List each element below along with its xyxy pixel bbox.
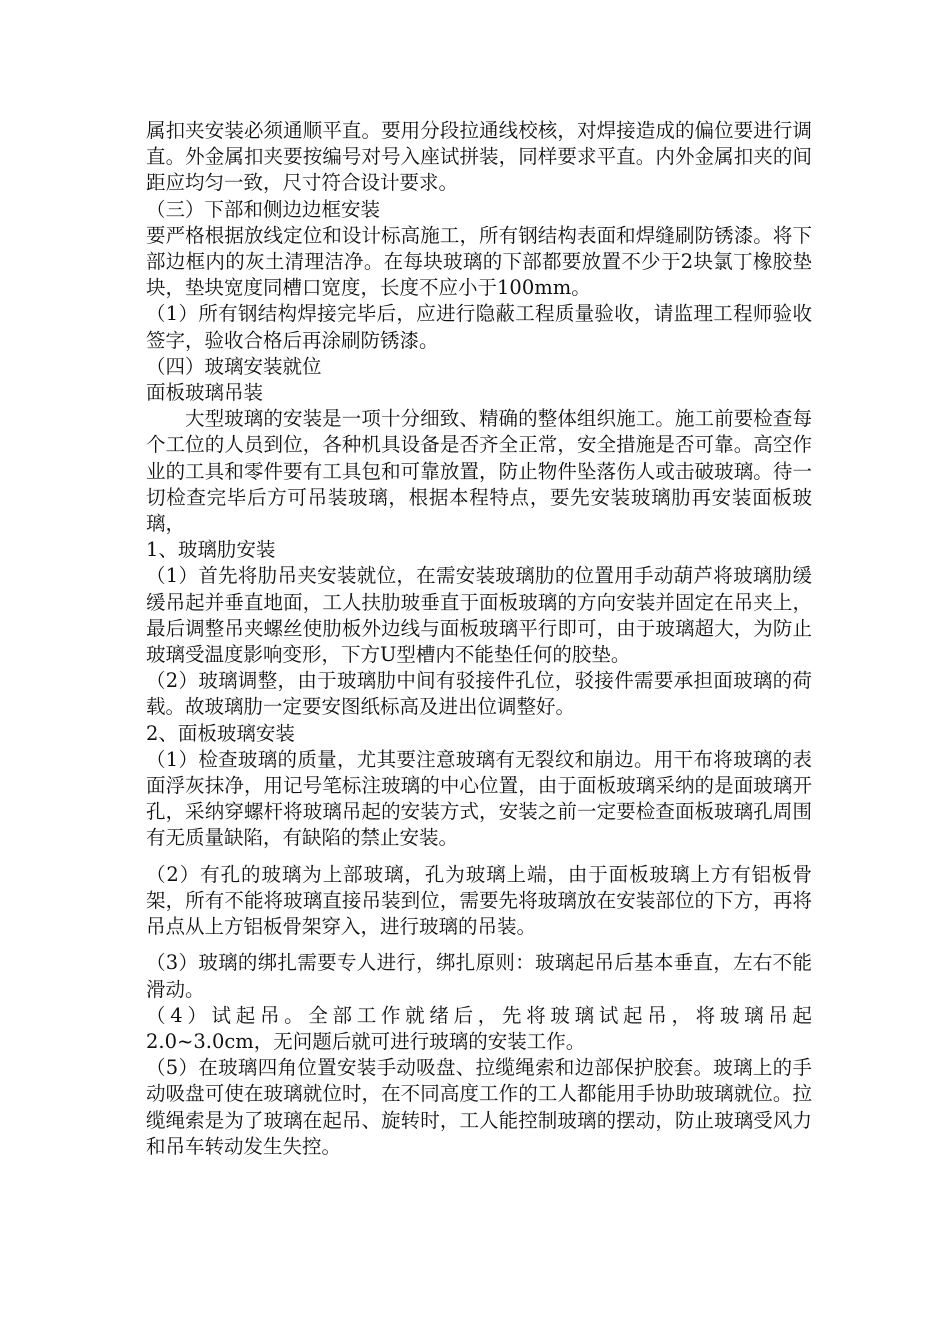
list-item: （4）试起吊。全部工作就绪后，先将玻璃试起吊，将玻璃吊起2.0~3.0cm，无问题后就可进行玻璃的安装工作。 — [146, 1003, 812, 1053]
list-item: （3）玻璃的绑扎需要专人进行，绑扎原则：玻璃起吊后基本垂直，左右不能滑动。 — [146, 951, 812, 1001]
paragraph: 大型玻璃的安装是一项十分细致、精确的整体组织施工。施工前要检查每个工位的人员到位，各种机具设备是否齐全正常，安全措施是否可靠。高空作业的工具和零件要有工具包和可靠放置，防止物件坠落伤人或击破玻璃。待一切检查完毕后方可吊装玻璃，根据本程特点，要先安装玻璃肋再安装面板玻璃， — [146, 407, 812, 536]
paragraph: 要严格根据放线定位和设计标高施工，所有钢结构表面和焊缝刷防锈漆。将下部边框内的灰土清理洁净。在每块玻璃的下部都要放置不少于2块氯丁橡胶垫块，垫块宽度同槽口宽度，长度不应小于100mm。 — [146, 223, 812, 300]
paragraph: 属扣夹安装必须通顺平直。要用分段拉通线校核，对焊接造成的偏位要进行调直。外金属扣夹要按编号对号入座试拼装，同样要求平直。内外金属扣夹的间距应均匀一致，尺寸符合设计要求。 — [146, 119, 812, 195]
list-item: （2）有孔的玻璃为上部玻璃，孔为玻璃上端，由于面板玻璃上方有铝板骨架，所有不能将玻璃直接吊装到位，需要先将玻璃放在安装部位的下方，再将吊点从上方铝板骨架穿入，进行玻璃的吊装。 — [146, 862, 812, 939]
sub-heading: 面板玻璃吊装 — [146, 381, 264, 405]
list-item: （1）所有钢结构焊接完毕后，应进行隐蔽工程质量验收，请监理工程师验收签字，验收合格后再涂刷防锈漆。 — [146, 302, 812, 352]
list-item: （1）首先将肋吊夹安装就位，在需安装玻璃肋的位置用手动葫芦将玻璃肋缓缓吊起并垂直地面，工人扶肋玻垂直于面板玻璃的方向安装并固定在吊夹上，最后调整吊夹螺丝使肋板外边线与面板玻璃平行即可，由于玻璃超大，为防止玻璃受温度影响变形，下方U型槽内不能垫任何的胶垫。 — [146, 564, 812, 667]
list-item: （2）玻璃调整，由于玻璃肋中间有驳接件孔位，驳接件需要承担面玻璃的荷载。故玻璃肋一定要安图纸标高及进出位调整好。 — [146, 669, 812, 719]
section-heading: （三）下部和侧边边框安装 — [146, 197, 381, 221]
sub-heading: 1、玻璃肋安装 — [146, 538, 276, 562]
sub-heading: 2、面板玻璃安装 — [146, 721, 295, 745]
list-item: （5）在玻璃四角位置安装手动吸盘、拉缆绳索和边部保护胶套。玻璃上的手动吸盘可使在玻璃就位时，在不同高度工作的工人都能用手协助玻璃就位。拉缆绳索是为了玻璃在起吊、旋转时，工人能控制玻璃的摆动，防止玻璃受风力和吊车转动发生失控。 — [146, 1056, 812, 1158]
list-item: （1）检查玻璃的质量，尤其要注意玻璃有无裂纹和崩边。用干布将玻璃的表面浮灰抹净，用记号笔标注玻璃的中心位置，由于面板玻璃采纳的是面玻璃开孔，采纳穿螺杆将玻璃吊起的安装方式，安装之前一定要检查面板玻璃孔周围有无质量缺陷，有缺陷的禁止安装。 — [146, 747, 812, 850]
document-body — [146, 118, 812, 1160]
section-heading: （四）玻璃安装就位 — [146, 354, 322, 378]
